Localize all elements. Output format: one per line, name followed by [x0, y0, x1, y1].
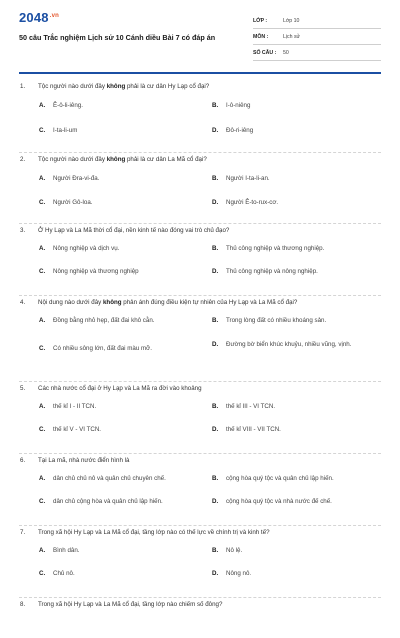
stem-text: Tộc người nào dưới đây: [38, 156, 107, 163]
question-3: [0, 224, 400, 296]
option-text: Người Gô-loa.: [53, 199, 93, 206]
question-8: [0, 598, 400, 638]
info-row-subject: [253, 29, 381, 45]
option-a[interactable]: [39, 403, 199, 411]
stem-text: Các nhà nước cổ đại ở Hy Lạp và La Mã ra đời vào khoảng: [38, 385, 202, 392]
question-text: [20, 156, 382, 164]
option-text: Bình dân.: [53, 547, 80, 554]
option-letter: C.: [39, 345, 46, 352]
option-b[interactable]: [212, 245, 377, 253]
stem-text: Nội dung nào dưới đây: [38, 299, 103, 306]
option-text: Trong lòng đất có nhiều khoáng sản.: [226, 317, 327, 324]
info-label: LỚP :: [253, 17, 268, 24]
option-text: Nô lệ.: [226, 547, 243, 554]
option-text: Người Ê-to-rux-cơ.: [226, 199, 279, 206]
option-letter: B.: [212, 102, 219, 109]
option-letter: B.: [212, 175, 219, 182]
question-number: 2.: [20, 156, 26, 163]
stem-text: phải là cư dân La Mã cổ đại?: [125, 156, 207, 163]
option-text: Đô-ri-iêng: [226, 127, 254, 134]
option-text: I-ta-li-um: [53, 127, 78, 134]
question-number: 4.: [20, 299, 26, 306]
emphasis-text: không: [102, 299, 122, 306]
info-value: 50: [283, 49, 289, 56]
option-b[interactable]: [212, 547, 377, 555]
option-c[interactable]: [39, 268, 199, 276]
option-letter: B.: [212, 317, 219, 324]
question-7: [0, 526, 400, 598]
option-d[interactable]: [212, 498, 377, 506]
option-c[interactable]: [39, 127, 199, 135]
option-letter: C.: [39, 570, 46, 577]
option-text: Đồng bằng nhỏ hẹp, đất đai khô cằn.: [53, 317, 155, 324]
option-b[interactable]: [212, 475, 377, 483]
option-letter: B.: [212, 245, 219, 252]
option-a[interactable]: [39, 245, 199, 253]
option-b[interactable]: [212, 102, 377, 110]
option-letter: D.: [212, 498, 219, 505]
option-letter: D.: [212, 199, 219, 206]
option-b[interactable]: [212, 317, 377, 325]
option-letter: D.: [212, 426, 219, 433]
question-text: [20, 227, 382, 235]
option-text: Có nhiều sông lớn, đất đai màu mỡ.: [53, 345, 152, 352]
info-value: Lịch sử: [283, 33, 301, 40]
option-letter: C.: [39, 268, 46, 275]
option-text: I-ô-niêng: [226, 102, 251, 109]
option-letter: C.: [39, 498, 46, 505]
option-letter: A.: [39, 547, 46, 554]
question-number: 5.: [20, 385, 26, 392]
option-c[interactable]: [39, 426, 199, 434]
option-letter: D.: [212, 570, 219, 577]
header-divider: [19, 72, 381, 74]
info-table: [253, 13, 381, 61]
question-text: [20, 529, 382, 537]
option-letter: D.: [212, 268, 219, 275]
stem-text: Tộc người nào dưới đây: [38, 83, 107, 90]
question-text: [20, 299, 382, 307]
option-d[interactable]: [212, 570, 377, 578]
stem-text: phải là cư dân Hy Lạp cổ đại?: [125, 83, 210, 90]
question-number: 3.: [20, 227, 26, 234]
option-text: Người I-ta-li-an.: [226, 175, 270, 182]
option-d[interactable]: [212, 426, 377, 434]
option-c[interactable]: [39, 498, 199, 506]
option-letter: A.: [39, 102, 46, 109]
option-d[interactable]: [212, 268, 377, 276]
question-5: [0, 382, 400, 454]
option-b[interactable]: [212, 403, 377, 411]
option-text: thế kỉ V - VI TCN.: [53, 426, 102, 433]
question-2: [0, 153, 400, 224]
question-6: [0, 454, 400, 526]
option-letter: D.: [212, 341, 219, 348]
option-text: dân chủ chủ nô và quân chủ chuyên chế.: [53, 475, 166, 482]
logo-suffix: .vn: [49, 12, 60, 19]
option-letter: B.: [212, 547, 219, 554]
info-label: MÔN :: [253, 33, 269, 40]
logo-text: 2048: [19, 10, 49, 25]
option-text: Đường bờ biển khúc khuỷu, nhiều vũng, vịnh.: [226, 341, 352, 348]
option-text: Thủ công nghiệp và nông nghiệp.: [226, 268, 318, 275]
option-text: Chủ nô.: [53, 570, 75, 577]
question-text: [20, 83, 382, 91]
question-1: [0, 80, 400, 153]
option-text: Ê-ô-li-iêng.: [53, 102, 83, 109]
option-text: dân chủ cộng hòa và quân chủ lập hiến.: [53, 498, 163, 505]
option-text: Nông nghiệp và dịch vụ.: [53, 245, 120, 252]
option-a[interactable]: [39, 547, 199, 555]
option-d[interactable]: [212, 127, 377, 135]
option-c[interactable]: [39, 199, 199, 207]
option-letter: C.: [39, 127, 46, 134]
question-number: 6.: [20, 457, 26, 464]
info-row-class: [253, 13, 381, 29]
info-value: Lớp 10: [283, 17, 300, 24]
option-text: cộng hòa quý tộc và nhà nước đế chế.: [226, 498, 332, 505]
option-letter: A.: [39, 175, 46, 182]
site-logo[interactable]: [19, 10, 59, 25]
option-a[interactable]: [39, 475, 199, 483]
emphasis-text: không: [106, 83, 126, 90]
question-text: [20, 385, 382, 393]
option-c[interactable]: [39, 345, 199, 353]
stem-text: Trong xã hội Hy Lạp và La Mã cổ đại, tầng lớp nào có thế lực về chính trị và kinh tế?: [38, 529, 270, 536]
option-letter: B.: [212, 403, 219, 410]
stem-text: Ở Hy Lạp và La Mã thời cổ đại, nền kinh tế nào đóng vai trò chủ đạo?: [38, 227, 230, 234]
question-4: [0, 296, 400, 382]
info-row-count: [253, 45, 381, 61]
option-letter: C.: [39, 426, 46, 433]
document-title: 50 câu Trắc nghiệm Lịch sử 10 Cánh diều Bài 7 có đáp án: [19, 33, 216, 42]
question-number: 7.: [20, 529, 26, 536]
option-d[interactable]: [212, 341, 377, 349]
option-text: Nông nghiệp và thương nghiệp: [53, 268, 139, 275]
option-letter: A.: [39, 245, 46, 252]
option-a[interactable]: [39, 317, 199, 325]
option-text: thế kỉ III - VI TCN.: [226, 403, 276, 410]
question-number: 8.: [20, 601, 26, 608]
option-a[interactable]: [39, 175, 199, 183]
option-text: Nông nô.: [226, 570, 252, 577]
option-text: thế kỉ VIII - VII TCN.: [226, 426, 281, 433]
option-b[interactable]: [212, 175, 377, 183]
option-text: thế kỉ I - II TCN.: [53, 403, 97, 410]
info-label: SỐ CÂU :: [253, 49, 277, 56]
option-text: cộng hòa quý tộc và quân chủ lập hiến.: [226, 475, 334, 482]
option-c[interactable]: [39, 570, 199, 578]
stem-text: Trong xã hội Hy Lạp và La Mã cổ đại, tầng lớp nào chiếm số đông?: [38, 601, 223, 608]
question-text: [20, 457, 382, 465]
stem-text: Tại La mã, nhà nước điển hình là: [38, 457, 130, 464]
option-letter: A.: [39, 475, 46, 482]
option-text: Thủ công nghiệp và thương nghiệp.: [226, 245, 325, 252]
option-letter: A.: [39, 317, 46, 324]
option-letter: D.: [212, 127, 219, 134]
question-text: [20, 601, 382, 609]
stem-text: phản ánh đúng điều kiện tự nhiên của Hy Lạp và La Mã cổ đại?: [121, 299, 298, 306]
emphasis-text: không: [106, 156, 126, 163]
option-a[interactable]: [39, 102, 199, 110]
page-header: [0, 0, 400, 66]
option-d[interactable]: [212, 199, 377, 207]
option-letter: A.: [39, 403, 46, 410]
question-number: 1.: [20, 83, 26, 90]
option-letter: B.: [212, 475, 219, 482]
option-letter: C.: [39, 199, 46, 206]
option-text: Người Đra-vi-đa.: [53, 175, 100, 182]
